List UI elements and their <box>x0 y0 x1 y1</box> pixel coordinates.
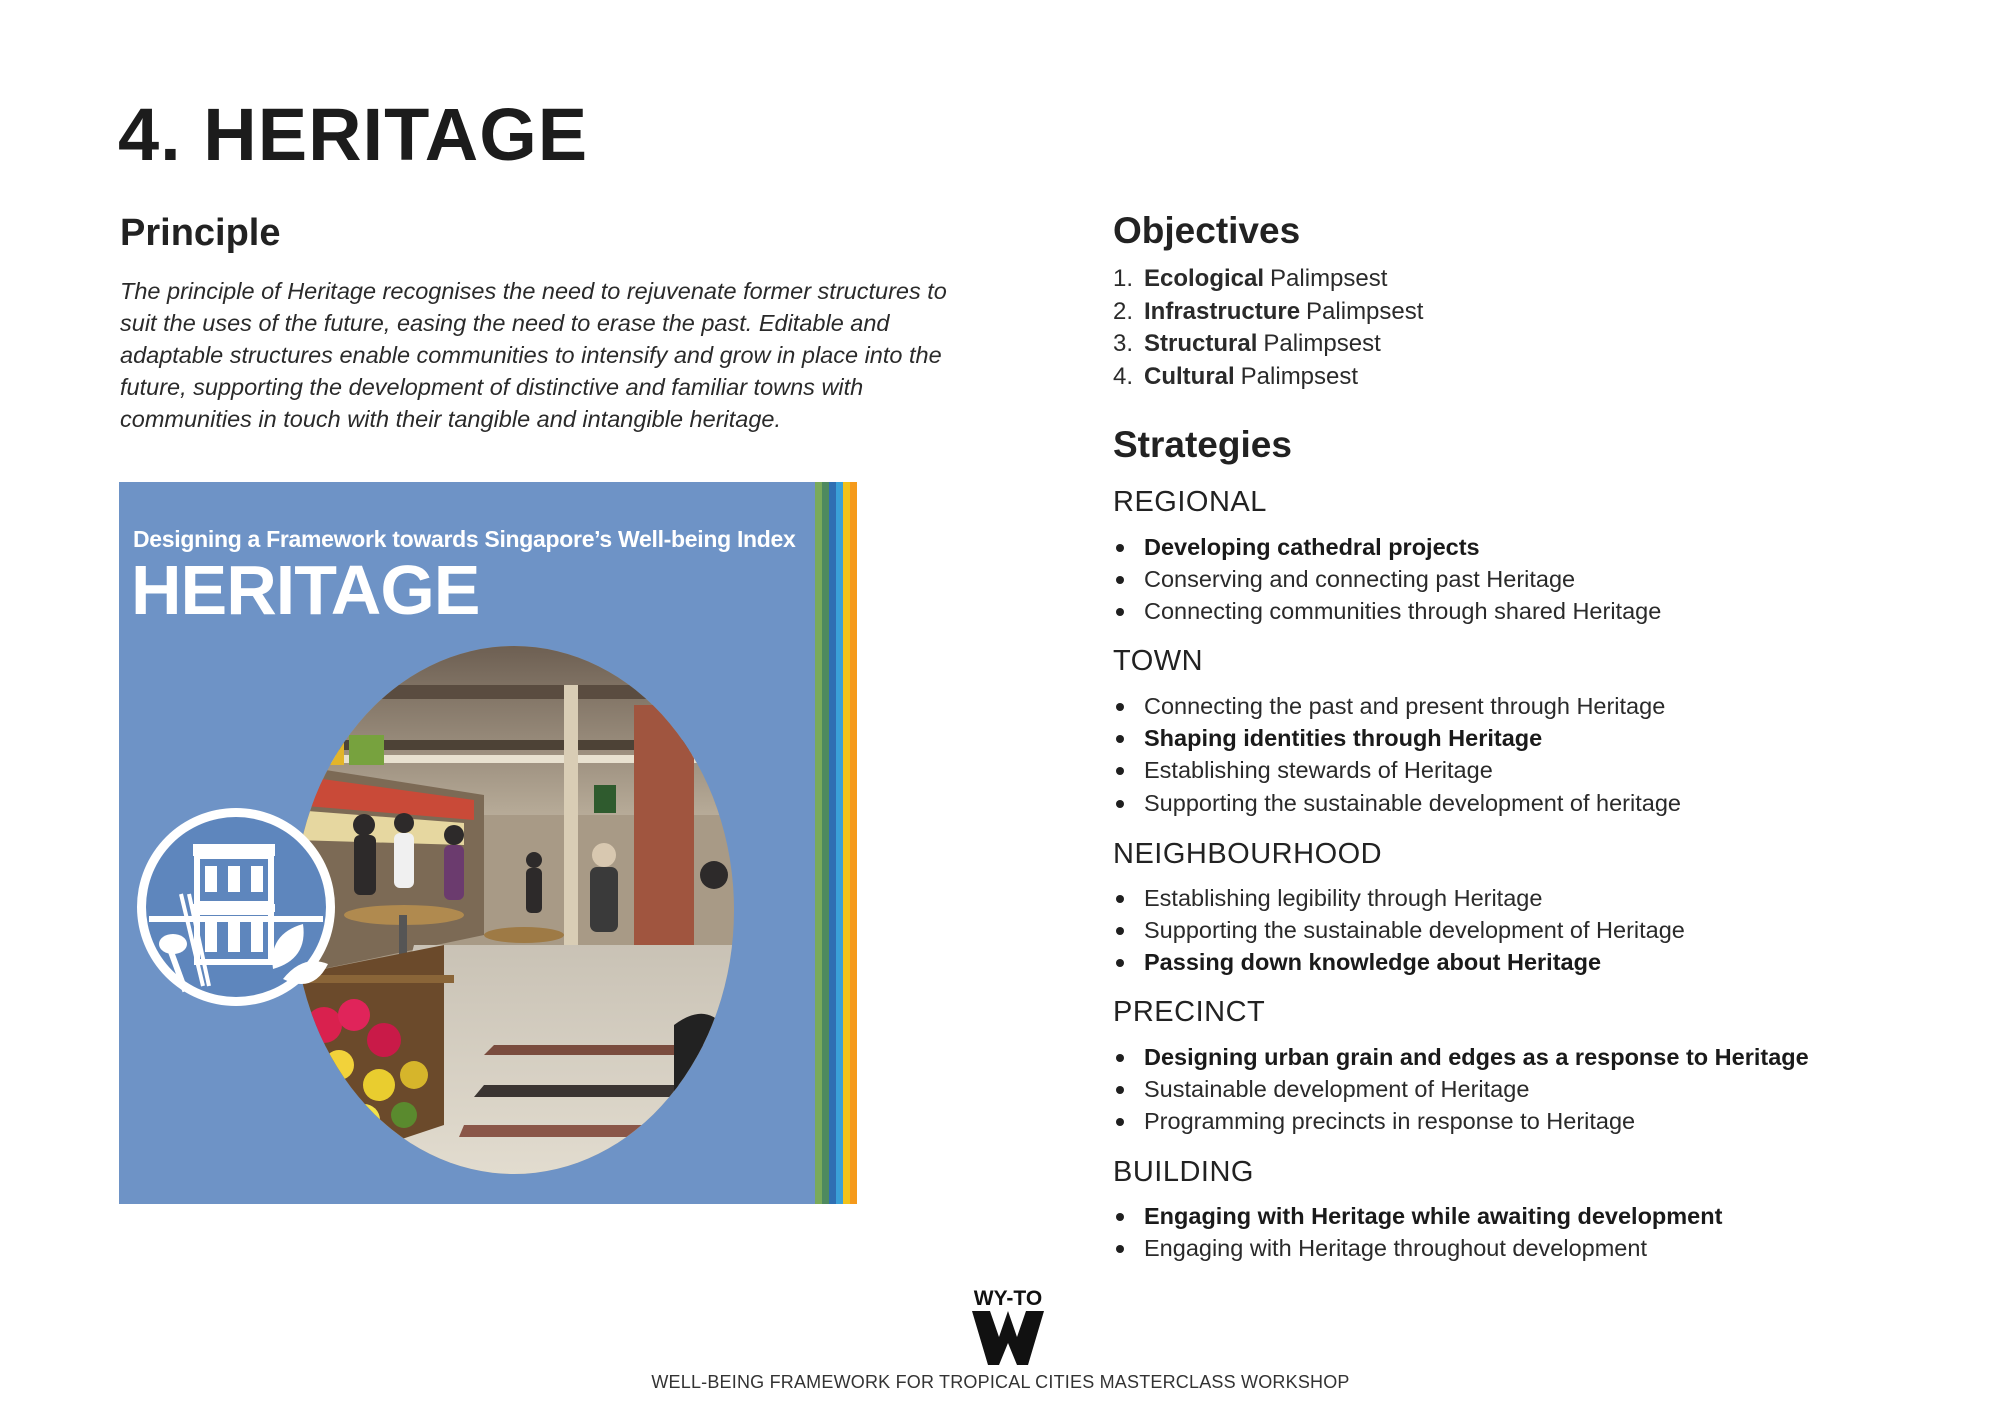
heritage-cover-image <box>119 482 857 1204</box>
strategy-group-regional-list <box>1113 531 1661 628</box>
hawker-centre-photo <box>294 645 734 1175</box>
objective-item <box>1113 263 1423 296</box>
color-stripes <box>815 482 857 1204</box>
strategy-group-town-title: TOWN <box>1113 645 1204 677</box>
objective-rest: Palimpsest <box>1240 362 1359 390</box>
strategy-item: Engaging with Heritage throughout development <box>1113 1232 1722 1264</box>
page-title: 4. HERITAGE <box>118 93 589 176</box>
strategy-group-town-list <box>1113 690 1681 819</box>
strategy-group-precinct-title: PRECINCT <box>1113 996 1266 1028</box>
strategy-group-building-title: BUILDING <box>1113 1156 1254 1188</box>
cover-title: HERITAGE <box>131 551 480 629</box>
strategy-item: Supporting the sustainable development of heritage <box>1113 787 1681 819</box>
strategy-item: Establishing stewards of Heritage <box>1113 754 1681 786</box>
strategy-group-precinct-list <box>1113 1041 1809 1138</box>
color-stripe <box>815 482 822 1204</box>
color-stripe <box>829 482 836 1204</box>
strategy-item: Programming precincts in response to Heritage <box>1113 1105 1809 1137</box>
strategy-item: Developing cathedral projects <box>1113 531 1661 563</box>
strategy-item: Establishing legibility through Heritage <box>1113 882 1685 914</box>
objectives-list <box>1113 263 1423 393</box>
strategy-item: Engaging with Heritage while awaiting development <box>1113 1200 1722 1232</box>
strategy-item: Shaping identities through Heritage <box>1113 722 1681 754</box>
objective-rest: Palimpsest <box>1270 265 1388 292</box>
strategy-item: Supporting the sustainable development of Heritage <box>1113 914 1685 946</box>
objective-item <box>1113 296 1423 329</box>
objective-bold: Cultural <box>1144 362 1235 390</box>
color-stripe <box>843 482 850 1204</box>
objectives-heading: Objectives <box>1113 210 1301 251</box>
strategy-item: Passing down knowledge about Heritage <box>1113 946 1685 978</box>
objective-number: 2. <box>1113 297 1134 325</box>
objective-bold: Structural <box>1144 330 1258 357</box>
strategy-item: Sustainable development of Heritage <box>1113 1073 1809 1105</box>
strategy-item: Conserving and connecting past Heritage <box>1113 563 1661 595</box>
strategy-group-neighbourhood-title: NEIGHBOURHOOD <box>1113 838 1383 870</box>
principle-heading: Principle <box>120 212 281 254</box>
strategy-item: Designing urban grain and edges as a response to Heritage <box>1113 1041 1809 1073</box>
objective-item <box>1113 328 1423 361</box>
logo-text: WY-TO <box>973 1287 1043 1310</box>
color-stripe <box>822 482 829 1204</box>
objective-item <box>1113 361 1423 394</box>
strategy-group-building-list <box>1113 1200 1722 1264</box>
objective-rest: Palimpsest <box>1263 330 1381 357</box>
objective-bold: Ecological <box>1144 265 1265 292</box>
strategies-heading: Strategies <box>1113 424 1292 465</box>
objective-rest: Palimpsest <box>1306 297 1424 325</box>
principle-text: The principle of Heritage recognises the need to rejuvenate former structures to suit the uses of the future, easing the need to erase the past. Editable and adaptable structures enable communities to intensify and grow in place into the future, supporting the development of distinctive and familiar towns with communities in touch with their tangible and intangible heritage. <box>120 278 947 432</box>
strategy-item: Connecting the past and present through Heritage <box>1113 690 1681 722</box>
wy-to-logo <box>968 1285 1048 1365</box>
strategy-group-regional-title: REGIONAL <box>1113 486 1267 518</box>
strategy-item: Connecting communities through shared Heritage <box>1113 595 1661 627</box>
color-stripe <box>850 482 857 1204</box>
objective-number: 1. <box>1113 265 1134 292</box>
objective-number: 3. <box>1113 330 1134 357</box>
objective-number: 4. <box>1113 362 1134 390</box>
heritage-shophouse-icon <box>133 804 339 1010</box>
footer-text: WELL-BEING FRAMEWORK FOR TROPICAL CITIES MASTERCLASS WORKSHOP <box>651 1372 1350 1392</box>
color-stripe <box>836 482 843 1204</box>
strategy-group-neighbourhood-list <box>1113 882 1685 979</box>
objective-bold: Infrastructure <box>1144 297 1301 325</box>
cover-subtitle: Designing a Framework towards Singapore’s Well-being Index <box>133 526 796 552</box>
